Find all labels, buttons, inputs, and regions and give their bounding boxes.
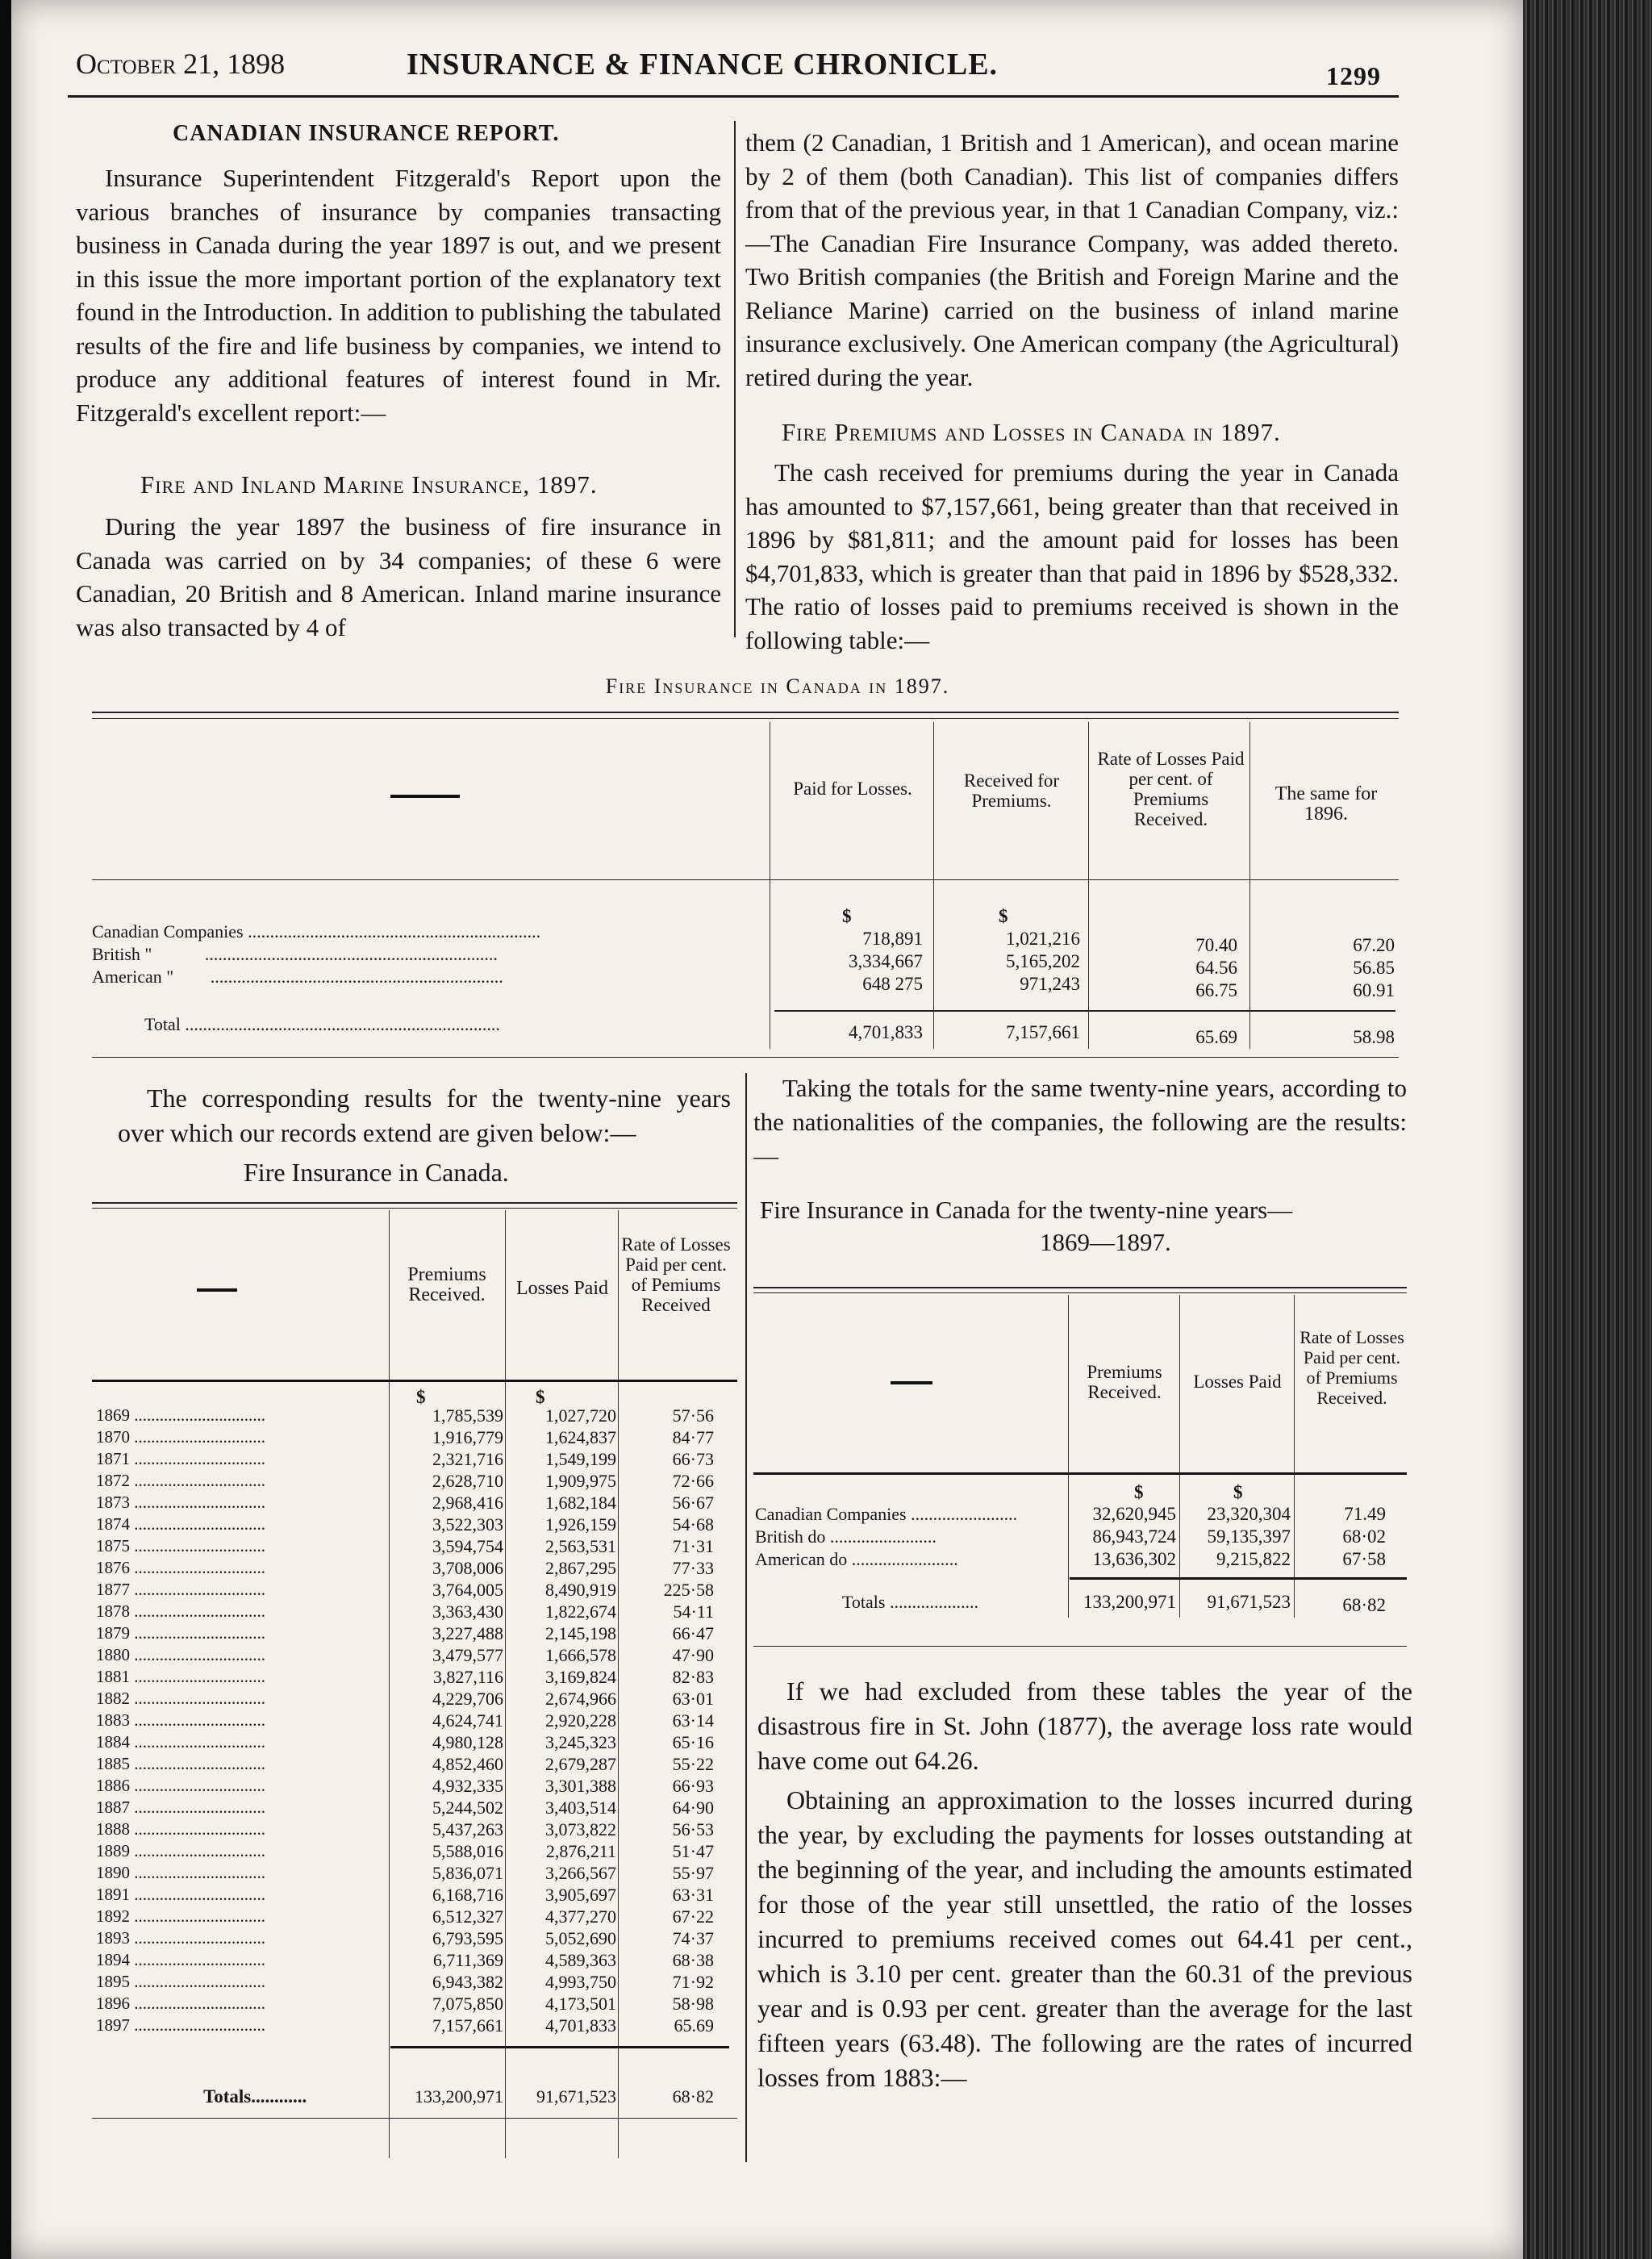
table2-rate-cell: 71·31	[672, 1536, 714, 1556]
table3-row-american: American do ........................	[755, 1549, 958, 1569]
table2-loss-cell: 1,822,674	[545, 1601, 616, 1622]
table2-premium-cell: 2,321,716	[432, 1449, 503, 1469]
table2-rate-cell: 65.69	[674, 2015, 714, 2036]
section1-text: During the year 1897 the business of fire insurance in Canada was carried on by 34 companies; of these 6 were Canadian, 20 British and 8 American. Inland marine insurance was also transacted by 4 of	[76, 512, 721, 641]
table1-head-rule	[92, 879, 1399, 880]
table1-top-rule2	[92, 718, 1399, 719]
table2-rate-cell: 68·38	[672, 1950, 714, 1970]
table1-cell: 5,165,202	[1006, 951, 1080, 971]
table1-vline-2	[933, 722, 934, 1049]
issue-date: October 21, 1898	[76, 48, 286, 80]
table2-rate-cell: 47·90	[672, 1645, 714, 1665]
table2-rate-cell: 66·47	[672, 1623, 714, 1643]
table1-bottom-rule	[92, 1057, 1399, 1058]
table2-loss-cell: 2,920,228	[545, 1710, 616, 1731]
table3-total-cell: 91,671,523	[1207, 1592, 1291, 1612]
table2-loss-cell: 2,876,211	[545, 1841, 616, 1861]
table2-year: 1889 ...............................	[96, 1841, 265, 1860]
section1-heading: Fire and Inland Marine Insurance, 1897.	[140, 470, 598, 499]
table2-year: 1894 ...............................	[96, 1950, 265, 1969]
table2-loss-cell: 1,666,578	[545, 1645, 616, 1665]
table3-cell: 67·58	[1342, 1549, 1386, 1569]
table2-head-losses: Losses Paid	[516, 1278, 608, 1299]
table2-currency-premiums: $	[416, 1387, 426, 1407]
table2-year: 1879 ...............................	[96, 1623, 265, 1643]
table1-cell: 66.75	[1195, 980, 1237, 1000]
table2-premium-cell: 4,624,741	[432, 1710, 503, 1731]
table2-year: 1890 ...............................	[96, 1863, 265, 1882]
section1-continued-text: them (2 Canadian, 1 British and 1 American), and ocean marine by 2 of them (both Canadian). This list of companies differs from that of the previous year, in that 1 Canadian Company, viz.:—The Canadian Fire Insurance Company, was added thereto. Two British companies (the British and Foreign Marine and the Reliance Marine) carried on the business of inland marine insurance exclusively. One American company (the Agricultural) retired during the year.	[745, 128, 1399, 391]
table2-premium-cell: 3,522,303	[432, 1514, 503, 1535]
table2-rate-cell: 225·58	[663, 1580, 714, 1600]
table3-cell: 32,620,945	[1092, 1504, 1176, 1524]
table2-top-rule	[92, 1202, 737, 1204]
table2-premium-cell: 1,785,539	[432, 1405, 503, 1426]
newspaper-page	[11, 0, 1523, 2259]
table2-year: 1878 ...............................	[96, 1601, 265, 1621]
table2-loss-cell: 2,563,531	[545, 1536, 616, 1556]
table2-vline-2	[505, 1210, 506, 2158]
table2-loss-cell: 1,027,720	[545, 1405, 616, 1426]
table2-year: 1887 ...............................	[96, 1798, 265, 1817]
table2-vline-1	[389, 1210, 390, 2158]
table2-rate-cell: 63·14	[672, 1710, 714, 1731]
table3-total-cell: 133,200,971	[1083, 1592, 1176, 1612]
table2-premium-cell: 7,075,850	[432, 1994, 503, 2014]
table2-year: 1871 ...............................	[96, 1449, 265, 1468]
table3-cell: 71.49	[1344, 1504, 1386, 1524]
table2-premium-cell: 3,479,577	[432, 1645, 503, 1665]
column-divider-top	[734, 121, 736, 637]
table2-year: 1870 ...............................	[96, 1427, 265, 1447]
table2-rate-cell: 67·22	[672, 1906, 714, 1927]
table1-total-rule	[774, 1010, 1395, 1012]
page-number: 1299	[1326, 61, 1381, 90]
table2-loss-cell: 2,674,966	[545, 1689, 616, 1709]
table1-cell: 60.91	[1353, 980, 1395, 1000]
table2-premium-cell: 3,764,005	[432, 1580, 503, 1600]
table2-year: 1875 ...............................	[96, 1536, 265, 1555]
table2-year: 1897 ...............................	[96, 2015, 265, 2035]
table3-top-rule2	[753, 1292, 1407, 1293]
table2-year-column	[96, 1405, 386, 2036]
table2-premium-cell: 3,363,430	[432, 1601, 503, 1622]
table1-stub-dash	[390, 795, 460, 798]
table2-loss-cell: 3,245,323	[545, 1732, 616, 1752]
table3-row-canadian: Canadian Companies ........................	[755, 1504, 1018, 1524]
table2-rate-cell: 74·37	[672, 1928, 714, 1948]
table2-year: 1877 ...............................	[96, 1580, 265, 1599]
table2-vline-3	[618, 1210, 619, 2158]
table2-year: 1888 ...............................	[96, 1819, 265, 1839]
table3-head-losses: Losses Paid	[1193, 1372, 1282, 1392]
table3-stub-dash	[891, 1381, 932, 1384]
table1-vline-3	[1088, 722, 1089, 1049]
table2-loss-cell: 2,867,295	[545, 1558, 616, 1578]
table2-bottom-rule	[92, 2118, 737, 2119]
table2-year: 1873 ...............................	[96, 1493, 265, 1512]
table1-head-rate: Rate of Losses Paid per cent. of Premiums Received.	[1097, 749, 1245, 829]
table3-currency-losses: $	[1233, 1482, 1243, 1502]
table1-total-cell: 7,157,661	[1006, 1022, 1080, 1042]
table2-year: 1886 ...............................	[96, 1776, 265, 1795]
table2-premium-cell: 3,227,488	[432, 1623, 503, 1643]
table2-loss-cell: 1,624,837	[545, 1427, 616, 1447]
journal-title: INSURANCE & FINANCE CHRONICLE.	[407, 48, 999, 81]
table2-rate-cell: 56·67	[672, 1493, 714, 1513]
table1-cell: 67.20	[1353, 935, 1395, 955]
table2-rate-cell: 77·33	[672, 1558, 714, 1578]
table3-subtitle: 1869—1897.	[1040, 1228, 1171, 1256]
table2-premiums-column	[390, 1405, 503, 2036]
table2-head-rate: Rate of Losses Paid per cent. of Pemiums Received	[621, 1234, 731, 1315]
section2-text: The cash received for premiums during the year in Canada has amounted to $7,157,661, being greater than that received in 1896 by $81,811; and the amount paid for losses has been $4,701,833, which is greater than that paid in 1896 by $528,332. The ratio of losses paid to premiums received is shown in the following table:—	[745, 458, 1399, 654]
table2-rate-cell: 63·01	[672, 1689, 714, 1709]
table2-rate-cell: 72·66	[672, 1471, 714, 1491]
table2-premium-cell: 5,588,016	[432, 1841, 503, 1861]
intro-paragraph	[76, 161, 721, 429]
corresponding-paragraph	[118, 1081, 731, 1150]
table3-vline-3	[1294, 1295, 1295, 1618]
table2-premium-cell: 6,168,716	[432, 1885, 503, 1905]
table3-cell: 68·02	[1342, 1526, 1386, 1547]
table2-rate-cell: 64·90	[672, 1798, 714, 1818]
table3-head-rule	[753, 1472, 1407, 1475]
table2-total-row: Totals............	[203, 2086, 307, 2107]
table1-total-cell: 58.98	[1353, 1027, 1395, 1047]
table2-premium-cell: 2,968,416	[432, 1493, 503, 1513]
nationalities-paragraph	[753, 1071, 1407, 1173]
table2-loss-cell: 3,301,388	[545, 1776, 616, 1796]
table3-total-cell: 68·82	[1342, 1595, 1386, 1615]
table2-loss-cell: 3,266,567	[545, 1863, 616, 1883]
table2-year: 1874 ...............................	[96, 1514, 265, 1534]
table2-head-rule	[92, 1380, 737, 1382]
nationalities-text: Taking the totals for the same twenty-nine years, according to the nationalities of the companies, the following are the results:—	[753, 1074, 1407, 1170]
table2-premium-cell: 5,244,502	[432, 1798, 503, 1818]
table2-rate-cell: 63·31	[672, 1885, 714, 1905]
table2-year: 1895 ...............................	[96, 1972, 265, 1991]
table1-head-paid: Paid for Losses.	[793, 779, 912, 799]
table2-premium-cell: 5,437,263	[432, 1819, 503, 1839]
table2-currency-losses: $	[536, 1387, 545, 1407]
table2-loss-cell: 1,909,975	[545, 1471, 616, 1491]
table2-loss-cell: 8,490,919	[545, 1580, 616, 1600]
table2-loss-cell: 4,173,501	[545, 1994, 616, 2014]
table3-cell: 13,636,302	[1092, 1549, 1176, 1569]
table1-cell: 648 275	[862, 974, 923, 994]
section2-heading: Fire Premiums and Losses in Canada in 1897.	[782, 418, 1281, 446]
table2-rate-cell: 54·11	[673, 1601, 714, 1622]
table2-rate-cell: 84·77	[672, 1427, 714, 1447]
table1-head-1896: The same for 1896.	[1274, 783, 1378, 825]
table2-rate-cell: 51·47	[672, 1841, 714, 1861]
table3-head-rate: Rate of Losses Paid per cent. of Premiums Received.	[1299, 1327, 1404, 1408]
table2-rate-cell: 66·93	[672, 1776, 714, 1796]
table2-loss-cell: 3,169,824	[545, 1667, 616, 1687]
table2-year: 1883 ...............................	[96, 1710, 265, 1730]
table2-premium-cell: 4,852,460	[432, 1754, 503, 1774]
table2-rate-cell: 66·73	[672, 1449, 714, 1469]
table2-loss-cell: 3,403,514	[545, 1798, 616, 1818]
book-edge	[1523, 0, 1652, 2259]
table3-total-rule	[1070, 1577, 1407, 1580]
table2-premium-cell: 7,157,661	[432, 2015, 503, 2036]
table3-bottom-rule	[753, 1646, 1407, 1647]
table2-premium-cell: 6,711,369	[432, 1950, 503, 1970]
section1-paragraph	[76, 510, 721, 644]
table2-year: 1872 ...............................	[96, 1471, 265, 1490]
approximation-paragraph	[757, 1783, 1412, 2095]
table3-vline-2	[1179, 1295, 1180, 1618]
table2-title: Fire Insurance in Canada.	[244, 1158, 509, 1187]
table2-year: 1896 ...............................	[96, 1994, 265, 2013]
table3-cell: 23,320,304	[1207, 1504, 1291, 1524]
table1-vline-4	[1249, 722, 1250, 1049]
table2-rate-cell: 71·92	[672, 1972, 714, 1992]
table1-head-received: Received for Premiums.	[963, 770, 1060, 811]
table1-currency-paid: $	[842, 906, 852, 926]
table1-title: Fire Insurance in Canada in 1897.	[605, 674, 950, 698]
table2-premium-cell: 5,836,071	[432, 1863, 503, 1883]
table3-vline-1	[1068, 1295, 1069, 1618]
table2-premium-cell: 1,916,779	[432, 1427, 503, 1447]
table2-premium-cell: 6,943,382	[432, 1972, 503, 1992]
table2-loss-cell: 1,926,159	[545, 1514, 616, 1535]
table2-rates-column	[621, 1405, 714, 2036]
table1-cell: 56.85	[1353, 958, 1395, 978]
article-title: CANADIAN INSURANCE REPORT.	[173, 121, 560, 146]
table1-row-american: American " ..................................................................	[92, 967, 503, 987]
table2-premium-cell: 4,932,335	[432, 1776, 503, 1796]
table1-cell: 971,243	[1020, 974, 1080, 994]
table2-total-cell: 68·82	[672, 2086, 714, 2107]
approximation-text: Obtaining an approximation to the losses incurred during the year, by excluding the payments for losses outstanding at the beginning of the year, and including the amounts estimated for those of the year still unsettled, the ratio of the losses incurred to premiums received comes out 64.41 per cent., which is 3.10 per cent. greater than the 60.31 of the previous year and is 0.93 per cent. greater than the average for the last fifteen years (63.48). The following are the rates of incurred losses from 1883:—	[757, 1785, 1412, 2092]
table2-premium-cell: 3,827,116	[432, 1667, 503, 1687]
table2-rate-cell: 82·83	[672, 1667, 714, 1687]
table1-row-british: British " ..................................................................	[92, 944, 498, 964]
header-rule	[68, 95, 1399, 98]
table1-row-canadian: Canadian Companies ..................................................................	[92, 921, 541, 942]
section1-continued	[745, 126, 1399, 394]
table2-year: 1882 ...............................	[96, 1689, 265, 1708]
table2-year: 1876 ...............................	[96, 1558, 265, 1577]
table2-stub-dash	[197, 1288, 237, 1292]
table2-premium-cell: 3,708,006	[432, 1558, 503, 1578]
table2-year: 1884 ...............................	[96, 1732, 265, 1752]
table3-top-rule	[753, 1287, 1407, 1288]
table1-total-label: Total	[144, 1014, 181, 1034]
table2-head-premiums: Premiums Received.	[407, 1264, 486, 1305]
table2-premium-cell: 4,980,128	[432, 1732, 503, 1752]
table2-loss-cell: 5,052,690	[545, 1928, 616, 1948]
table2-year: 1869 ...............................	[96, 1405, 265, 1425]
table3-title: Fire Insurance in Canada for the twenty-nine years—	[760, 1196, 1293, 1224]
table2-rate-cell: 55·22	[672, 1754, 714, 1774]
table2-total-label: Totals	[203, 2086, 252, 2107]
table2-year: 1892 ...............................	[96, 1906, 265, 1926]
table2-premium-cell: 4,229,706	[432, 1689, 503, 1709]
table2-total-cell: 133,200,971	[415, 2086, 503, 2107]
table1-cell: 3,334,667	[849, 951, 923, 971]
table1-total-row: Total .......................................................................	[144, 1014, 500, 1034]
table2-rate-cell: 55·97	[672, 1863, 714, 1883]
table2-premium-cell: 6,793,595	[432, 1928, 503, 1948]
table1-total-cell: 4,701,833	[849, 1022, 923, 1042]
table2-loss-cell: 4,377,270	[545, 1906, 616, 1927]
table3-head-premiums: Premiums Received.	[1087, 1362, 1162, 1402]
table3-row-label: Canadian Companies	[755, 1504, 907, 1524]
table3-cell: 59,135,397	[1207, 1526, 1291, 1547]
table3-cell: 9,215,822	[1216, 1549, 1291, 1569]
table1-row-label: Canadian Companies	[92, 921, 244, 942]
table2-rate-cell: 54·68	[672, 1514, 714, 1535]
table3-row-label: British do	[755, 1526, 826, 1547]
table2-premium-cell: 6,512,327	[432, 1906, 503, 1927]
table2-loss-cell: 1,682,184	[545, 1493, 616, 1513]
table2-rate-cell: 56·53	[672, 1819, 714, 1839]
table2-total-cell: 91,671,523	[536, 2086, 616, 2107]
table3-row-british: British do ........................	[755, 1526, 937, 1547]
table2-year: 1893 ...............................	[96, 1928, 265, 1948]
table2-loss-cell: 4,993,750	[545, 1972, 616, 1992]
table1-top-rule	[92, 712, 1399, 713]
table2-year: 1885 ...............................	[96, 1754, 265, 1773]
table2-loss-cell: 2,679,287	[545, 1754, 616, 1774]
table1-cell: 64.56	[1195, 958, 1237, 978]
excluded-text: If we had excluded from these tables the year of the disastrous fire in St. John (1877), the average loss rate would have come out 64.26.	[757, 1677, 1412, 1775]
table2-year: 1891 ...............................	[96, 1885, 265, 1904]
table2-premium-cell: 3,594,754	[432, 1536, 503, 1556]
table2-losses-column	[507, 1405, 616, 2036]
table2-top-rule2	[92, 1208, 737, 1209]
table2-loss-cell: 4,701,833	[545, 2015, 616, 2036]
table2-rate-cell: 57·56	[672, 1405, 714, 1426]
table1-cell: 718,891	[862, 929, 923, 949]
table1-total-cell: 65.69	[1195, 1027, 1237, 1047]
corresponding-text: The corresponding results for the twenty-nine years over which our records extend are given below:—	[118, 1084, 731, 1147]
table3-total-label: Totals	[842, 1592, 886, 1612]
column-divider-bottom	[745, 1073, 747, 2162]
table1-cell: 1,021,216	[1006, 929, 1080, 949]
table3-currency-premiums: $	[1134, 1482, 1144, 1502]
table1-currency-received: $	[999, 906, 1008, 926]
intro-text: Insurance Superintendent Fitzgerald's Report upon the various branches of insurance by companies transacting business in Canada during the year 1897 is out, and we present in this issue the more important portion of the explanatory text found in the Introduction. In addition to publishing the tabulated results of the fire and life business by companies, we intend to produce any additional features of interest found in Mr. Fitzgerald's excellent report:—	[76, 164, 721, 427]
table2-total-rule	[390, 2046, 729, 2048]
table2-year: 1880 ...............................	[96, 1645, 265, 1664]
table1-row-label: British "	[92, 944, 152, 964]
table2-year: 1881 ...............................	[96, 1667, 265, 1686]
table2-loss-cell: 3,905,697	[545, 1885, 616, 1905]
table2-rate-cell: 58·98	[672, 1994, 714, 2014]
table2-loss-cell: 2,145,198	[545, 1623, 616, 1643]
table3-cell: 86,943,724	[1092, 1526, 1176, 1547]
table2-loss-cell: 4,589,363	[545, 1950, 616, 1970]
section2-paragraph	[745, 456, 1399, 657]
table2-loss-cell: 3,073,822	[545, 1819, 616, 1839]
table2-loss-cell: 1,549,199	[545, 1449, 616, 1469]
excluded-paragraph	[757, 1674, 1412, 1778]
table2-premium-cell: 2,628,710	[432, 1471, 503, 1491]
table1-cell: 70.40	[1195, 935, 1237, 955]
table3-total-row: Totals ....................	[842, 1592, 978, 1612]
table1-row-label: American "	[92, 967, 174, 987]
table2-rate-cell: 65·16	[672, 1732, 714, 1752]
table3-row-label: American do	[755, 1549, 848, 1569]
